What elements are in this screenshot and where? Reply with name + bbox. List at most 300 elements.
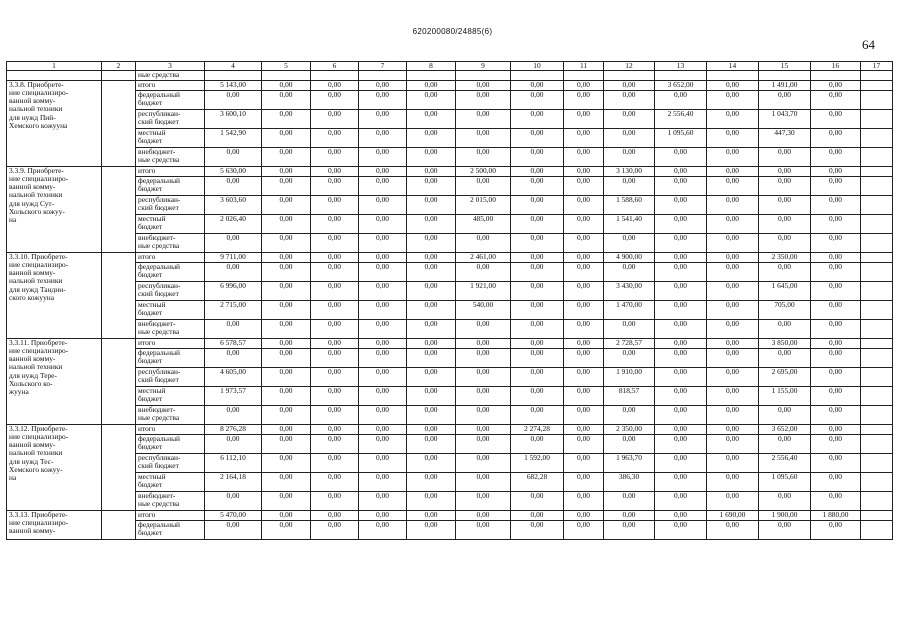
value-cell: 0,00 (564, 405, 604, 424)
funding-source: местный бюджет (136, 128, 205, 147)
empty-cell (861, 147, 893, 166)
column-header-row (7, 62, 893, 71)
value-cell: 1 491,00 (759, 80, 811, 90)
value-cell: 0,00 (262, 214, 311, 233)
value-cell: 0,00 (359, 405, 407, 424)
group-title: 3.3.12. Приобрете- ние специализиро- ванной комму- нальной техники для нужд Тес- Хемского кожуу- на (7, 424, 102, 510)
value-cell: 0,00 (262, 90, 311, 109)
value-cell: 0,00 (564, 176, 604, 195)
value-cell: 0,00 (359, 300, 407, 319)
value-cell: 0,00 (707, 453, 759, 472)
value-cell: 0,00 (811, 166, 861, 176)
value-cell: 0,00 (564, 300, 604, 319)
value-cell: 0,00 (604, 109, 655, 128)
value-cell: 0,00 (262, 80, 311, 90)
value-cell: 0,00 (564, 252, 604, 262)
empty-cell (861, 348, 893, 367)
value-cell: 0,00 (759, 233, 811, 252)
value-cell: 0,00 (359, 367, 407, 386)
value-cell: 0,00 (456, 80, 511, 90)
value-cell: 0,00 (456, 147, 511, 166)
value-cell: 4 900,00 (604, 252, 655, 262)
value-cell: 0,00 (262, 262, 311, 281)
value-cell: 0,00 (564, 90, 604, 109)
empty-cell (407, 71, 456, 80)
value-cell: 0,00 (456, 510, 511, 520)
value-cell: 0,00 (811, 233, 861, 252)
empty-cell (861, 109, 893, 128)
value-cell: 0,00 (655, 386, 707, 405)
value-cell: 0,00 (655, 367, 707, 386)
value-cell: 0,00 (511, 491, 564, 510)
value-cell: 0,00 (655, 348, 707, 367)
funding-source: внебюджет- ные средства (136, 491, 205, 510)
value-cell: 0,00 (604, 520, 655, 539)
value-cell: 0,00 (511, 214, 564, 233)
empty-cell (102, 424, 136, 510)
empty-cell (861, 252, 893, 262)
value-cell: 0,00 (707, 424, 759, 434)
value-cell: 0,00 (262, 348, 311, 367)
table-row (7, 300, 893, 319)
value-cell: 0,00 (564, 491, 604, 510)
value-cell: 0,00 (564, 214, 604, 233)
funding-source: республикан- ский бюджет (136, 109, 205, 128)
value-cell: 0,00 (604, 176, 655, 195)
value-cell: 0,00 (811, 214, 861, 233)
funding-source: федеральный бюджет (136, 348, 205, 367)
value-cell: 0,00 (655, 281, 707, 300)
value-cell: 0,00 (604, 128, 655, 147)
value-cell: 0,00 (311, 233, 359, 252)
value-cell: 0,00 (811, 424, 861, 434)
value-cell: 0,00 (407, 491, 456, 510)
value-cell: 0,00 (311, 281, 359, 300)
value-cell: 0,00 (511, 90, 564, 109)
funding-source: федеральный бюджет (136, 176, 205, 195)
value-cell: 0,00 (811, 405, 861, 424)
value-cell: 0,00 (311, 80, 359, 90)
value-cell: 0,00 (655, 195, 707, 214)
value-cell: 1 690,00 (707, 510, 759, 520)
empty-cell (102, 166, 136, 252)
value-cell: 0,00 (564, 262, 604, 281)
value-cell: 0,00 (707, 300, 759, 319)
table-row (7, 252, 893, 262)
funding-source: итого (136, 80, 205, 90)
value-cell: 0,00 (456, 520, 511, 539)
value-cell: 0,00 (511, 300, 564, 319)
table-row (7, 233, 893, 252)
value-cell: 0,00 (707, 166, 759, 176)
value-cell: 3 850,00 (759, 338, 811, 348)
empty-cell (861, 386, 893, 405)
value-cell: 3 603,60 (205, 195, 262, 214)
value-cell: 682,28 (511, 472, 564, 491)
value-cell: 0,00 (511, 166, 564, 176)
budget-table (6, 61, 893, 540)
column-header: 4 (205, 62, 262, 71)
value-cell: 0,00 (205, 90, 262, 109)
value-cell: 0,00 (564, 80, 604, 90)
value-cell: 1 592,00 (511, 453, 564, 472)
table-row (7, 453, 893, 472)
value-cell: 0,00 (407, 319, 456, 338)
value-cell: 0,00 (759, 90, 811, 109)
value-cell: 0,00 (407, 176, 456, 195)
group-title: 3.3.9. Приобрете- ние специализиро- ванной комму- нальной техники для нужд Сут- Хольского кожуу- на (7, 166, 102, 252)
funding-source: внебюджет- ные средства (136, 233, 205, 252)
value-cell: 3 600,10 (205, 109, 262, 128)
value-cell: 0,00 (511, 252, 564, 262)
empty-cell (861, 510, 893, 520)
value-cell: 0,00 (655, 424, 707, 434)
value-cell: 1 910,00 (604, 367, 655, 386)
value-cell: 2 164,18 (205, 472, 262, 491)
value-cell: 1 880,00 (811, 510, 861, 520)
value-cell: 0,00 (707, 128, 759, 147)
column-header: 2 (102, 62, 136, 71)
value-cell: 0,00 (811, 128, 861, 147)
value-cell: 0,00 (564, 166, 604, 176)
value-cell: 0,00 (655, 491, 707, 510)
value-cell: 0,00 (205, 348, 262, 367)
value-cell: 0,00 (511, 109, 564, 128)
value-cell: 0,00 (456, 319, 511, 338)
value-cell: 818,57 (604, 386, 655, 405)
value-cell: 0,00 (707, 520, 759, 539)
table-row (7, 80, 893, 90)
value-cell: 0,00 (262, 491, 311, 510)
value-cell: 0,00 (811, 80, 861, 90)
value-cell: 0,00 (311, 319, 359, 338)
value-cell: 0,00 (311, 262, 359, 281)
value-cell: 0,00 (262, 434, 311, 453)
value-cell: 0,00 (707, 80, 759, 90)
funding-source: внебюджет- ные средства (136, 405, 205, 424)
value-cell: 0,00 (456, 233, 511, 252)
value-cell: 0,00 (456, 176, 511, 195)
value-cell: 0,00 (564, 281, 604, 300)
value-cell: 0,00 (759, 147, 811, 166)
value-cell: 1 588,60 (604, 195, 655, 214)
value-cell: 0,00 (359, 252, 407, 262)
value-cell: 0,00 (811, 147, 861, 166)
value-cell: 0,00 (359, 90, 407, 109)
table-row (7, 472, 893, 491)
group-title: 3.3.11. Приобрете- ние специализиро- ванной комму- нальной техники для нужд Тере- Хольского ко- жууна (7, 338, 102, 424)
value-cell: 4 605,00 (205, 367, 262, 386)
value-cell: 0,00 (407, 214, 456, 233)
value-cell: 0,00 (564, 520, 604, 539)
value-cell: 0,00 (311, 90, 359, 109)
value-cell: 0,00 (564, 195, 604, 214)
value-cell: 2 350,00 (759, 252, 811, 262)
value-cell: 0,00 (511, 195, 564, 214)
value-cell: 0,00 (811, 252, 861, 262)
value-cell: 6 578,57 (205, 338, 262, 348)
table-row (7, 147, 893, 166)
value-cell: 0,00 (707, 338, 759, 348)
value-cell: 0,00 (407, 338, 456, 348)
value-cell: 0,00 (262, 520, 311, 539)
value-cell: 0,00 (456, 386, 511, 405)
value-cell: 0,00 (759, 176, 811, 195)
group-title: 3.3.13. Приобрете- ние специализиро- ванной комму- (7, 510, 102, 539)
value-cell: 0,00 (311, 348, 359, 367)
value-cell: 0,00 (707, 262, 759, 281)
value-cell: 0,00 (205, 434, 262, 453)
value-cell: 0,00 (707, 367, 759, 386)
value-cell: 0,00 (407, 434, 456, 453)
empty-cell (861, 128, 893, 147)
value-cell: 0,00 (359, 128, 407, 147)
value-cell: 0,00 (407, 90, 456, 109)
value-cell: 2 556,40 (759, 453, 811, 472)
value-cell: 0,00 (655, 176, 707, 195)
value-cell: 0,00 (262, 128, 311, 147)
value-cell: 0,00 (262, 405, 311, 424)
value-cell: 0,00 (604, 491, 655, 510)
value-cell: 0,00 (359, 491, 407, 510)
value-cell: 0,00 (407, 166, 456, 176)
value-cell: 0,00 (359, 166, 407, 176)
table-row (7, 166, 893, 176)
group-title: 3.3.10. Приобрете- ние специализиро- ванной комму- нальной техники для нужд Тандин- ского кожууна (7, 252, 102, 338)
value-cell: 0,00 (604, 405, 655, 424)
empty-cell (861, 367, 893, 386)
value-cell: 0,00 (604, 233, 655, 252)
value-cell: 0,00 (359, 281, 407, 300)
empty-cell (655, 71, 707, 80)
value-cell: 0,00 (759, 348, 811, 367)
value-cell: 3 652,00 (655, 80, 707, 90)
value-cell: 0,00 (311, 252, 359, 262)
value-cell: 0,00 (407, 80, 456, 90)
value-cell: 0,00 (407, 453, 456, 472)
value-cell: 2 695,00 (759, 367, 811, 386)
value-cell: 0,00 (262, 233, 311, 252)
value-cell: 0,00 (811, 90, 861, 109)
column-header: 8 (407, 62, 456, 71)
empty-cell (311, 71, 359, 80)
value-cell: 0,00 (205, 147, 262, 166)
value-cell: 1 900,00 (759, 510, 811, 520)
empty-cell (759, 71, 811, 80)
table-row (7, 510, 893, 520)
value-cell: 0,00 (604, 319, 655, 338)
value-cell: 0,00 (205, 405, 262, 424)
value-cell: 0,00 (262, 367, 311, 386)
column-header: 15 (759, 62, 811, 71)
value-cell: 0,00 (564, 109, 604, 128)
value-cell: 0,00 (811, 319, 861, 338)
empty-cell (861, 195, 893, 214)
value-cell: 0,00 (456, 424, 511, 434)
value-cell: 0,00 (359, 109, 407, 128)
empty-cell (861, 338, 893, 348)
column-header: 9 (456, 62, 511, 71)
value-cell: 0,00 (205, 520, 262, 539)
table-row (7, 262, 893, 281)
value-cell: 0,00 (811, 520, 861, 539)
value-cell: 0,00 (811, 109, 861, 128)
table-row (7, 338, 893, 348)
column-header: 7 (359, 62, 407, 71)
empty-cell (861, 80, 893, 90)
funding-source: местный бюджет (136, 214, 205, 233)
value-cell: 0,00 (407, 252, 456, 262)
table-row (7, 434, 893, 453)
value-cell: 0,00 (311, 109, 359, 128)
value-cell: 0,00 (311, 405, 359, 424)
value-cell: 0,00 (655, 520, 707, 539)
column-header: 3 (136, 62, 205, 71)
value-cell: 0,00 (707, 252, 759, 262)
value-cell: 0,00 (511, 281, 564, 300)
funding-source: итого (136, 424, 205, 434)
value-cell: 0,00 (511, 80, 564, 90)
funding-source: итого (136, 510, 205, 520)
value-cell: 0,00 (311, 195, 359, 214)
value-cell: 0,00 (707, 147, 759, 166)
funding-source: итого (136, 252, 205, 262)
value-cell: 0,00 (655, 300, 707, 319)
value-cell: 0,00 (262, 453, 311, 472)
empty-cell (205, 71, 262, 80)
value-cell: 0,00 (564, 434, 604, 453)
empty-cell (511, 71, 564, 80)
value-cell: 0,00 (564, 233, 604, 252)
funding-source: республикан- ский бюджет (136, 453, 205, 472)
value-cell: 0,00 (407, 262, 456, 281)
value-cell: 0,00 (511, 338, 564, 348)
empty-cell (861, 71, 893, 80)
funding-source: местный бюджет (136, 472, 205, 491)
value-cell: 2 500,00 (456, 166, 511, 176)
funding-source: итого (136, 166, 205, 176)
funding-source: итого (136, 338, 205, 348)
value-cell: 0,00 (262, 300, 311, 319)
value-cell: 3 430,00 (604, 281, 655, 300)
value-cell: 0,00 (456, 453, 511, 472)
empty-cell (707, 71, 759, 80)
value-cell: 0,00 (262, 166, 311, 176)
value-cell: 0,00 (604, 510, 655, 520)
value-cell: 0,00 (262, 338, 311, 348)
value-cell: 0,00 (311, 434, 359, 453)
column-header: 12 (604, 62, 655, 71)
value-cell: 0,00 (811, 386, 861, 405)
funding-source: федеральный бюджет (136, 90, 205, 109)
value-cell: 0,00 (359, 195, 407, 214)
table-row (7, 367, 893, 386)
value-cell: 0,00 (707, 386, 759, 405)
value-cell: 0,00 (456, 338, 511, 348)
empty-cell (861, 176, 893, 195)
empty-cell (861, 281, 893, 300)
value-cell: 0,00 (359, 510, 407, 520)
column-header: 13 (655, 62, 707, 71)
value-cell: 0,00 (707, 472, 759, 491)
value-cell: 0,00 (655, 338, 707, 348)
value-cell: 0,00 (811, 281, 861, 300)
value-cell: 0,00 (759, 214, 811, 233)
table-row (7, 90, 893, 109)
value-cell: 0,00 (759, 434, 811, 453)
value-cell: 0,00 (604, 90, 655, 109)
value-cell: 5 470,00 (205, 510, 262, 520)
value-cell: 0,00 (456, 472, 511, 491)
value-cell: 2 350,00 (604, 424, 655, 434)
value-cell: 386,30 (604, 472, 655, 491)
value-cell: 0,00 (205, 176, 262, 195)
value-cell: 0,00 (311, 491, 359, 510)
value-cell: 0,00 (811, 472, 861, 491)
empty-cell (102, 71, 136, 80)
funding-source: республикан- ский бюджет (136, 367, 205, 386)
value-cell: 5 143,00 (205, 80, 262, 90)
value-cell: 447,30 (759, 128, 811, 147)
empty-cell (861, 300, 893, 319)
value-cell: 0,00 (407, 281, 456, 300)
value-cell: 0,00 (707, 281, 759, 300)
value-cell: 1 645,00 (759, 281, 811, 300)
empty-cell (861, 491, 893, 510)
funding-source: внебюджет- ные средства (136, 319, 205, 338)
value-cell: 0,00 (262, 147, 311, 166)
value-cell: 2 461,00 (456, 252, 511, 262)
value-cell: 0,00 (262, 472, 311, 491)
value-cell: 0,00 (564, 348, 604, 367)
column-header: 16 (811, 62, 861, 71)
table-row (7, 491, 893, 510)
value-cell: 0,00 (655, 262, 707, 281)
value-cell: 0,00 (456, 348, 511, 367)
value-cell: 0,00 (511, 367, 564, 386)
empty-cell (359, 71, 407, 80)
value-cell: 0,00 (359, 472, 407, 491)
value-cell: 0,00 (511, 510, 564, 520)
empty-cell (861, 319, 893, 338)
value-cell: 0,00 (511, 176, 564, 195)
value-cell: 3 652,00 (759, 424, 811, 434)
value-cell: 0,00 (262, 195, 311, 214)
value-cell: 0,00 (655, 90, 707, 109)
value-cell: 0,00 (359, 520, 407, 539)
value-cell: 0,00 (564, 147, 604, 166)
value-cell: 0,00 (604, 80, 655, 90)
value-cell: 0,00 (759, 195, 811, 214)
value-cell: 3 130,00 (604, 166, 655, 176)
value-cell: 0,00 (811, 195, 861, 214)
value-cell: 0,00 (811, 367, 861, 386)
empty-cell (861, 453, 893, 472)
value-cell: 0,00 (707, 319, 759, 338)
value-cell: 0,00 (655, 319, 707, 338)
value-cell: 0,00 (759, 405, 811, 424)
value-cell: 1 541,40 (604, 214, 655, 233)
value-cell: 0,00 (564, 386, 604, 405)
value-cell: 8 276,28 (205, 424, 262, 434)
value-cell: 0,00 (511, 233, 564, 252)
value-cell: 0,00 (407, 233, 456, 252)
value-cell: 6 112,10 (205, 453, 262, 472)
table-row (7, 319, 893, 338)
value-cell: 0,00 (407, 424, 456, 434)
value-cell: 0,00 (262, 176, 311, 195)
value-cell: 0,00 (811, 300, 861, 319)
